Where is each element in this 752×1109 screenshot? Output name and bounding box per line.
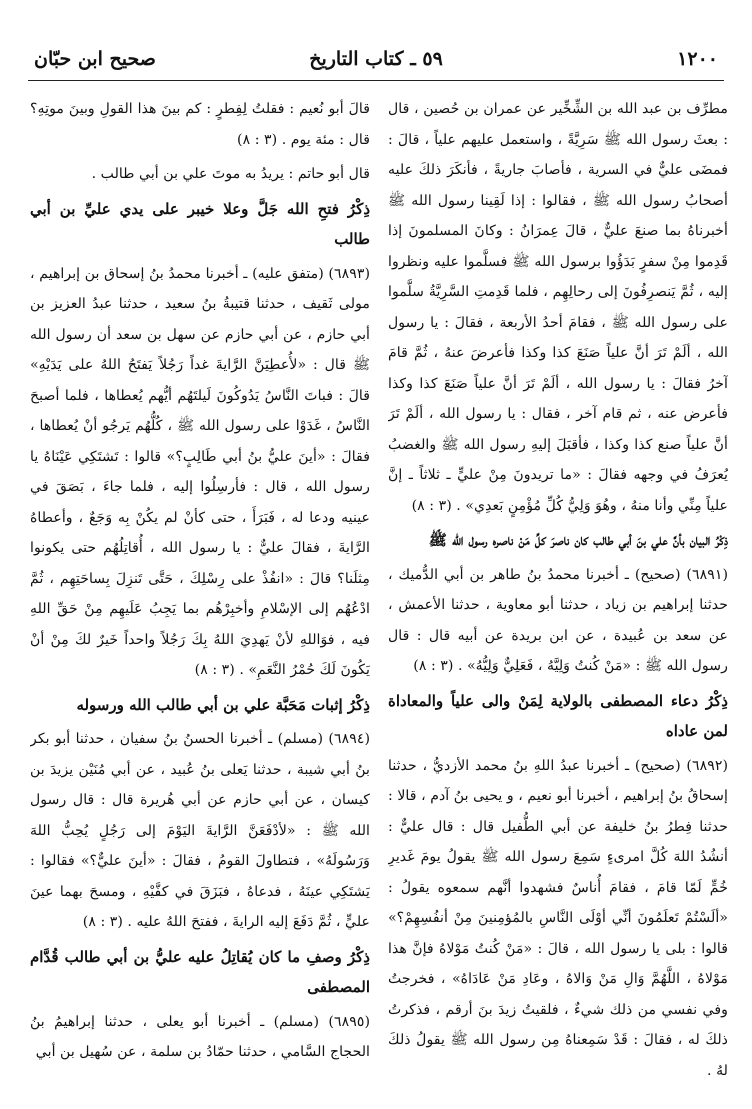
paragraph: (٦٨٩٥) (مسلم) ـ أخبرنا أبو يعلى ، حدثنا إبراهيمُ بنُ الحجاج السَّامي ، حدثنا حمّادُ بن سلمة ، عن سُهيل بن أبي (30, 1013, 370, 1060)
page-header (28, 46, 724, 81)
left-column (30, 94, 370, 1094)
book-title: صحيح ابن حبّان (34, 48, 156, 70)
paragraph: (٦٨٩١) (صحيح) ـ أخبرنا محمدُ بنُ طاهر بن أبي الدُّميك ، حدثنا إبراهيم بن زياد ، حدثنا أبو معاوية ، حدثنا الأعمش ، عن سعد بن عُبيدة ، عن ابن بريدة عن أبيه قال : قال رسول الله ﷺ : «مَنْ كُنتُ وَلِيَّهُ ، فَعَلِيٌّ وَلِيُّهُ» . (٣ : ٨) (388, 566, 728, 674)
paragraph: (٦٨٩٤) (مسلم) ـ أخبرنا الحسنُ بنُ سفيان ، حدثنا أبو بكر بنُ أبي شيبة ، حدثنا يَعلى بنُ عُبيد ، عن أبي مُنَيْن يزيدَ بن كيسان ، عن أبي حازم عن أبي هُريرة قال : قال رسول الله ﷺ : «لأدْفَعَنَّ الرَّايةَ اليَوْمَ إلى رَجُلٍ يُحِبُّ اللهَ وَرَسُولَهُ» ، فتطاولَ القومُ ، فقالَ : «أينَ عليٌّ؟» فقالوا : يَشتَكِي عينَهُ ، فدعاهُ ، فبَزَقَ في كفَّيْهِ ، ومسحَ بهما عينَ عليٍّ ، ثُمَّ دَفَعَ إليه الرايةَ ، ففتحَ اللهُ عليه . (٣ : ٨) (30, 731, 370, 930)
page-number: ١٢٠٠ (677, 48, 718, 70)
section-heading: ذِكْرُ فتحِ الله جَلَّ وعلا خيبر على يدي عليِّ بن أبي طالب (30, 199, 370, 248)
section-heading: ذِكْرُ وصفِ ما كان يُقاتِلُ عليه عليُّ بن أبي طالب قُدَّام المصطفى (30, 947, 370, 996)
right-column (388, 94, 728, 1094)
paragraph: قال أبو حاتم : يريدُ به موتَ علي بن أبي طالب . (91, 166, 370, 182)
paragraph: (٦٨٩٢) (صحيح) ـ أخبرنا عبدُ اللهِ بنُ محمد الأزديُّ ، حدثنا إسحاقُ بنُ إبراهيم ، أخبرنا أبو نعيم ، و يحيى بنُ آدم ، قالا : حدثنا فِطرُ بنُ خليفة عن أبي الطُّفيل قال : قال عليٌّ : أنشُدُ اللهَ كُلَّ امرىءٍ سَمِعَ رسول الله ﷺ يقولُ يومَ غَديرِ خُمٍّ لَمّا قامَ ، فقامَ أُناسٌ فشهدوا أنَّهم سمعوه يقولُ : «ألَسْتُمْ تَعلَمُونَ أنِّي أوْلَى النَّاسِ بالمُؤمِنينَ مِنْ أنفُسِهِمْ؟» قالوا : بلى يا رسول الله ، قالَ : «مَنْ كُنتُ مَوْلاهُ فإنَّ هذا مَوْلاهُ ، اللَّهُمَّ وَالِ مَنْ وَالاهُ ، وعَادِ مَنْ عَادَاهُ» ، فخرجتُ وفي نفسي من ذلك شيءٌ ، فلقيتُ زيدَ بنَ أرقم ، فذكرتُ ذلكَ له ، فقالَ : قَدْ سَمِعناهُ مِن رسول الله ﷺ يقولُ ذلكَ لهُ . (388, 757, 728, 1079)
paragraph: مطرِّف بن عبد الله بن الشِّخِّير عن عمران بن حُصين ، قال : بعثَ رسول الله ﷺ سَرِيَّةً ، واستعمل عليهم علياً ، قالَ : فمضَى عليٌّ في السرية ، فأصابَ جاريةً ، فأنكَرَ ذلكَ عليه أصحابُ رسول الله ﷺ ، فقالوا : إذا لَقِينا رسول الله ﷺ أخبرناهُ بما صنعَ عليٌّ ، قالَ عِمرَانُ : وكانَ المسلمونَ إذا قَدِموا مِنْ سفرٍ بَدَؤُوا برسول الله ﷺ فسلَّموا عليه ونظروا إليه ، ثُمَّ يَنصرِفُونَ إلى رحالِهِم ، فلما قَدِمتِ السَّرِيَّةُ سلَّموا على رسول الله ﷺ ، فقامَ أحدُ الأربعة ، فقالَ : يا رسول الله ، ألَمْ تَرَ أنَّ علياً صَنَعَ كذا وكذا فأعرضَ عنهُ ، ثُمَّ قامَ آخرُ فقالَ : يا رسول الله ، ألَمْ تَرَ أنَّ علياً صَنَعَ كذا وكذا فأعرض عنه ، ثم قام آخر ، فقال : يا رسول الله ، ألَمْ تَرَ أنَّ علياً صنع كذا وكذا ، فأقبَلَ إليهِ رسول الله ﷺ والغضبُ يُعرَفُ في وجهه فقالَ : «ما تريدونَ مِنْ عليٍّ ـ ثلاثاً ـ إنَّ علياً مِنِّي وأنا منهُ ، وهُوَ وَلِيُّ كُلِّ مُؤْمِنٍ بَعدِي» . (٣ : ٨) (388, 101, 728, 514)
chapter-title: ٥٩ ـ كتاب التاريخ (309, 48, 443, 70)
paragraph: (٦٨٩٣) (متفق عليه) ـ أخبرنا محمدُ بنُ إسحاق بن إبراهيم ، مولى ثَقيف ، حدثنا قتيبةُ بنُ سعيد ، حدثنا عبدُ العزيز بن أبي حازم ، عن أبي حازم عن سهل بن سعد أن رسول الله ﷺ قال : «لأُعطِيَنَّ الرَّايةَ غداً رَجُلاً يَفتَحُ اللهُ على يَدَيْهِ» قالَ : فباتَ النَّاسُ يَدُوكُونَ لَيلتَهُم أيُّهم يُعطاها ، فلما أصبحَ النَّاسُ ، غَدَوْا على رسول الله ﷺ ، كُلُّهُم يَرجُو أنْ يُعطاها ، فقالَ : «أينَ عليُّ بنُ أبي طَالِبٍ؟» قالوا : تَشتَكِي عَيْنَاهُ يا رسول الله ، قال : فأرسِلُوا إليه ، فلما جاءَ ، بَصَقَ في عينيه ودعا له ، فَبَرَأَ ، حتى كأنْ لم يكُنْ بِه وَجَعٌ ، وأعطاهُ الرَّايةَ ، فقالَ عليٌّ : يا رسول الله ، أُقاتِلُهُم حتى يكونوا مِثلَنا؟ قالَ : «انفُذْ على رِسْلِكَ ، حَتَّى تَنزِلَ بِساحَتِهِم ، ثُمَّ ادْعُهُم إلى الإسْلامِ وأخبِرْهُم بما يَجِبُ عَلَيهِم مِنْ حَقِّ اللهِ فيه ، فوَاللهِ لأنْ يَهدِيَ اللهُ بِكَ رَجُلاً واحداً خَيرٌ لكَ مِنْ أنْ يَكُونَ لَكَ حُمْرُ النَّعَمِ» . (٣ : ٨) (30, 265, 370, 678)
section-heading: ذِكْرُ البيان بأنَّ علي بنَ أبي طالب كان ناصرَ كلِّ مَنْ ناصره رسول الله ﷺ (428, 531, 728, 549)
section-heading: ذِكْرُ دعاء المصطفى بالولاية لِمَنْ والى علياً والمعاداة لمن عاداه (388, 691, 728, 740)
paragraph: قالَ أبو نُعيم : فقلتُ لِفِطرٍ : كم بينَ هذا القولِ وبينَ موتِهِ؟ قال : مئة يوم . (٣ : ٨) (30, 101, 370, 148)
section-heading: ذِكْرُ إثبات مَحَبَّة علي بن أبي طالب الله ورسوله (76, 695, 370, 714)
